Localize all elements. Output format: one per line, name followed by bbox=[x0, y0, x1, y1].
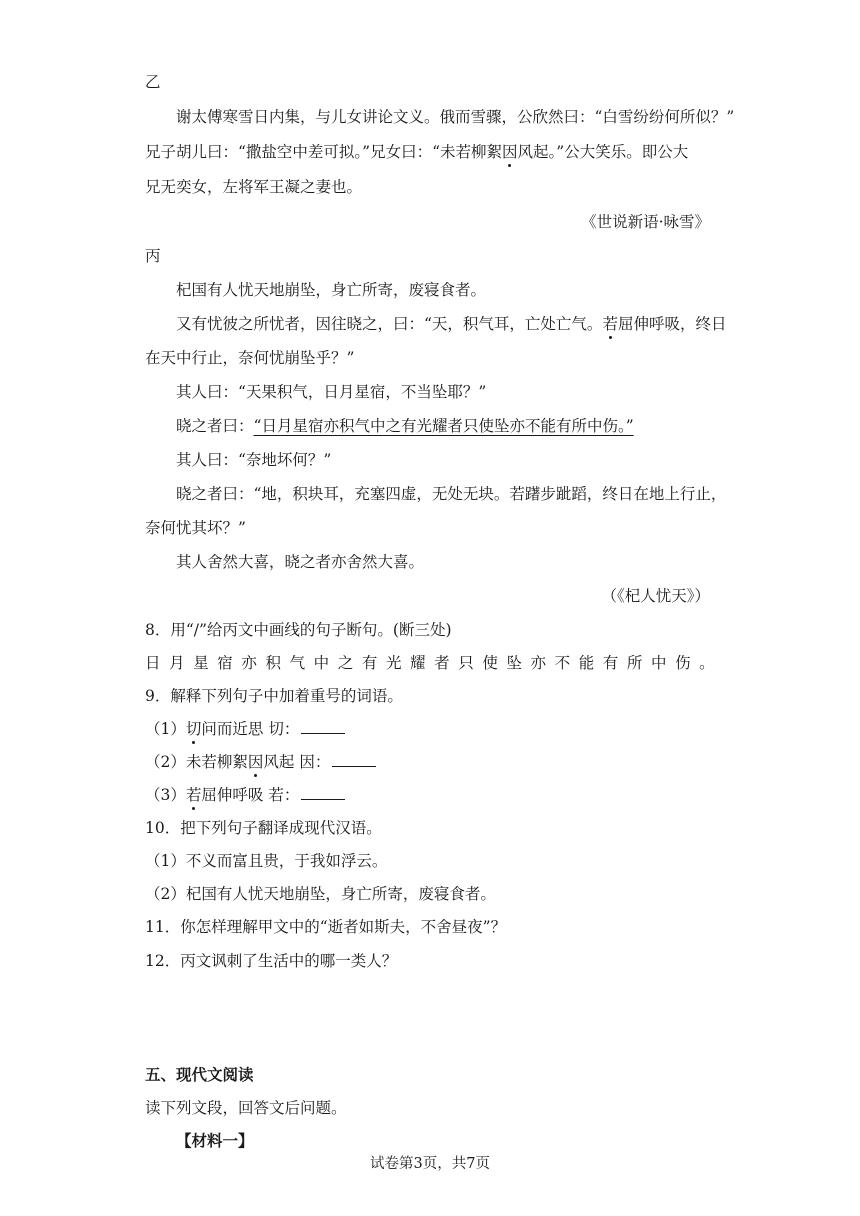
section-5-title: 五、现代文阅读 bbox=[145, 1065, 254, 1084]
passage-bing-label: 丙 bbox=[145, 247, 161, 265]
sentence-char: 之 bbox=[337, 654, 354, 672]
sentence-char: 所 bbox=[626, 654, 643, 672]
sentence-char: 亦 bbox=[241, 654, 257, 672]
passage-bing-line-5 bbox=[176, 416, 634, 436]
sentence-char: 伤 bbox=[675, 654, 691, 672]
sentence-char: 气 bbox=[289, 654, 306, 672]
sentence-char: 中 bbox=[313, 654, 330, 672]
passage-bing-line-7: 晓之者曰：“地，积块耳，充塞四虚，无处无块。若躇步跐蹈，终日在地上行止， bbox=[176, 485, 727, 503]
emphasis-dot-char: 切 bbox=[185, 720, 202, 738]
passage-bing-line-2 bbox=[176, 314, 726, 334]
sentence-char: 耀 bbox=[410, 654, 426, 672]
passage-yi-line-1: 谢太傅寒雪日内集，与儿女讲论文义。俄而雪骤，公欣然曰：“白雪纷纷何所似？” bbox=[176, 108, 735, 126]
text-segment: 晓之者曰： bbox=[176, 417, 254, 435]
emphasis-dot-char: 若 bbox=[185, 786, 202, 804]
text-segment: 又有忧彼之所忧者，因往晓之，曰：“天，积气耳，亡处亡气。 bbox=[176, 315, 603, 333]
sentence-char: 光 bbox=[385, 654, 402, 672]
text-segment: 屈伸呼吸 若： bbox=[201, 786, 300, 804]
sentence-char: 有 bbox=[602, 654, 619, 672]
material-1-label: 【材料一】 bbox=[176, 1131, 254, 1150]
page-footer: 试卷第3页，共7页 bbox=[370, 1156, 490, 1172]
sentence-char: 星 bbox=[193, 654, 209, 672]
passage-bing-line-4: 其人曰：“天果积气，日月星宿，不当坠耶？” bbox=[176, 383, 487, 401]
text-segment: 兄子胡儿曰：“撒盐空中差可拟。”兄女曰：“未若柳絮 bbox=[145, 143, 503, 161]
passage-yi-line-2 bbox=[145, 142, 688, 162]
answer-blank[interactable] bbox=[332, 752, 376, 767]
text-segment: （1） bbox=[145, 720, 186, 738]
underlined-sentence: “日月星宿亦积气中之有光耀者只使坠亦不能有所中伤。” bbox=[253, 417, 634, 435]
sentence-char: 有 bbox=[361, 654, 378, 672]
passage-bing-line-9: 其人舍然大喜，晓之者亦舍然大喜。 bbox=[176, 553, 425, 571]
sentence-char: 不 bbox=[554, 654, 571, 672]
answer-blank[interactable] bbox=[301, 719, 345, 734]
passage-bing-line-6: 其人曰：“奈地坏何？” bbox=[176, 451, 332, 469]
text-segment: （2）未若柳絮 bbox=[145, 753, 248, 771]
question-8-sentence bbox=[145, 653, 715, 673]
sentence-char: 月 bbox=[169, 654, 185, 672]
question-10: 10．把下列句子翻译成现代汉语。 bbox=[145, 819, 382, 837]
emphasis-dot-char: 因 bbox=[247, 753, 264, 771]
question-10-1: （1）不义而富且贵，于我如浮云。 bbox=[145, 852, 388, 870]
sentence-char: 。 bbox=[699, 654, 715, 672]
text-segment: 风起 因： bbox=[263, 753, 331, 771]
passage-bing-line-1: 杞国有人忧天地崩坠，身亡所寄，废寝食者。 bbox=[176, 281, 487, 299]
passage-bing-line-8: 奈何忧其坏？” bbox=[145, 519, 246, 537]
sentence-char: 者 bbox=[434, 654, 450, 672]
passage-yi-source: 《世说新语·咏雪》 bbox=[581, 213, 710, 231]
section-5-intro: 读下列文段，回答文后问题。 bbox=[145, 1099, 347, 1117]
question-10-2: （2）杞国有人忧天地崩坠，身亡所寄，废寝食者。 bbox=[145, 885, 496, 903]
question-9-3 bbox=[145, 785, 345, 805]
sentence-char: 宿 bbox=[217, 654, 233, 672]
emphasis-dot-char: 因 bbox=[502, 143, 518, 161]
question-8: 8．用“/”给丙文中画线的句子断句。(断三处) bbox=[145, 621, 452, 639]
sentence-char: 使 bbox=[482, 654, 498, 672]
sentence-char: 中 bbox=[650, 654, 667, 672]
text-segment: （3） bbox=[145, 786, 186, 804]
question-9: 9．解释下列句子中加着重号的词语。 bbox=[145, 687, 403, 705]
sentence-char: 能 bbox=[578, 654, 595, 672]
question-9-1 bbox=[145, 719, 345, 739]
question-9-2 bbox=[145, 752, 376, 772]
passage-bing-source: （《杞人忧天》） bbox=[601, 587, 710, 605]
text-segment: 风起。”公大笑乐。即公大 bbox=[517, 143, 689, 161]
emphasis-dot-char: 若 bbox=[602, 315, 618, 333]
sentence-char: 积 bbox=[265, 654, 281, 672]
text-segment: 问而近思 切： bbox=[201, 720, 300, 738]
question-11: 11．你怎样理解甲文中的“逝者如斯夫，不舍昼夜”？ bbox=[145, 918, 507, 936]
passage-yi-label: 乙 bbox=[145, 73, 161, 91]
text-segment: 屈伸呼吸，终日 bbox=[617, 315, 727, 333]
sentence-char: 日 bbox=[145, 654, 161, 672]
sentence-char: 只 bbox=[458, 654, 474, 672]
question-12: 12．丙文讽刺了生活中的哪一类人？ bbox=[145, 952, 398, 970]
sentence-char: 坠 bbox=[506, 654, 522, 672]
sentence-char: 亦 bbox=[530, 654, 547, 672]
passage-yi-line-3: 兄无奕女，左将军王凝之妻也。 bbox=[145, 178, 363, 196]
passage-bing-line-3: 在天中行止，奈何忧崩坠乎？” bbox=[145, 349, 355, 367]
answer-blank[interactable] bbox=[301, 785, 345, 800]
